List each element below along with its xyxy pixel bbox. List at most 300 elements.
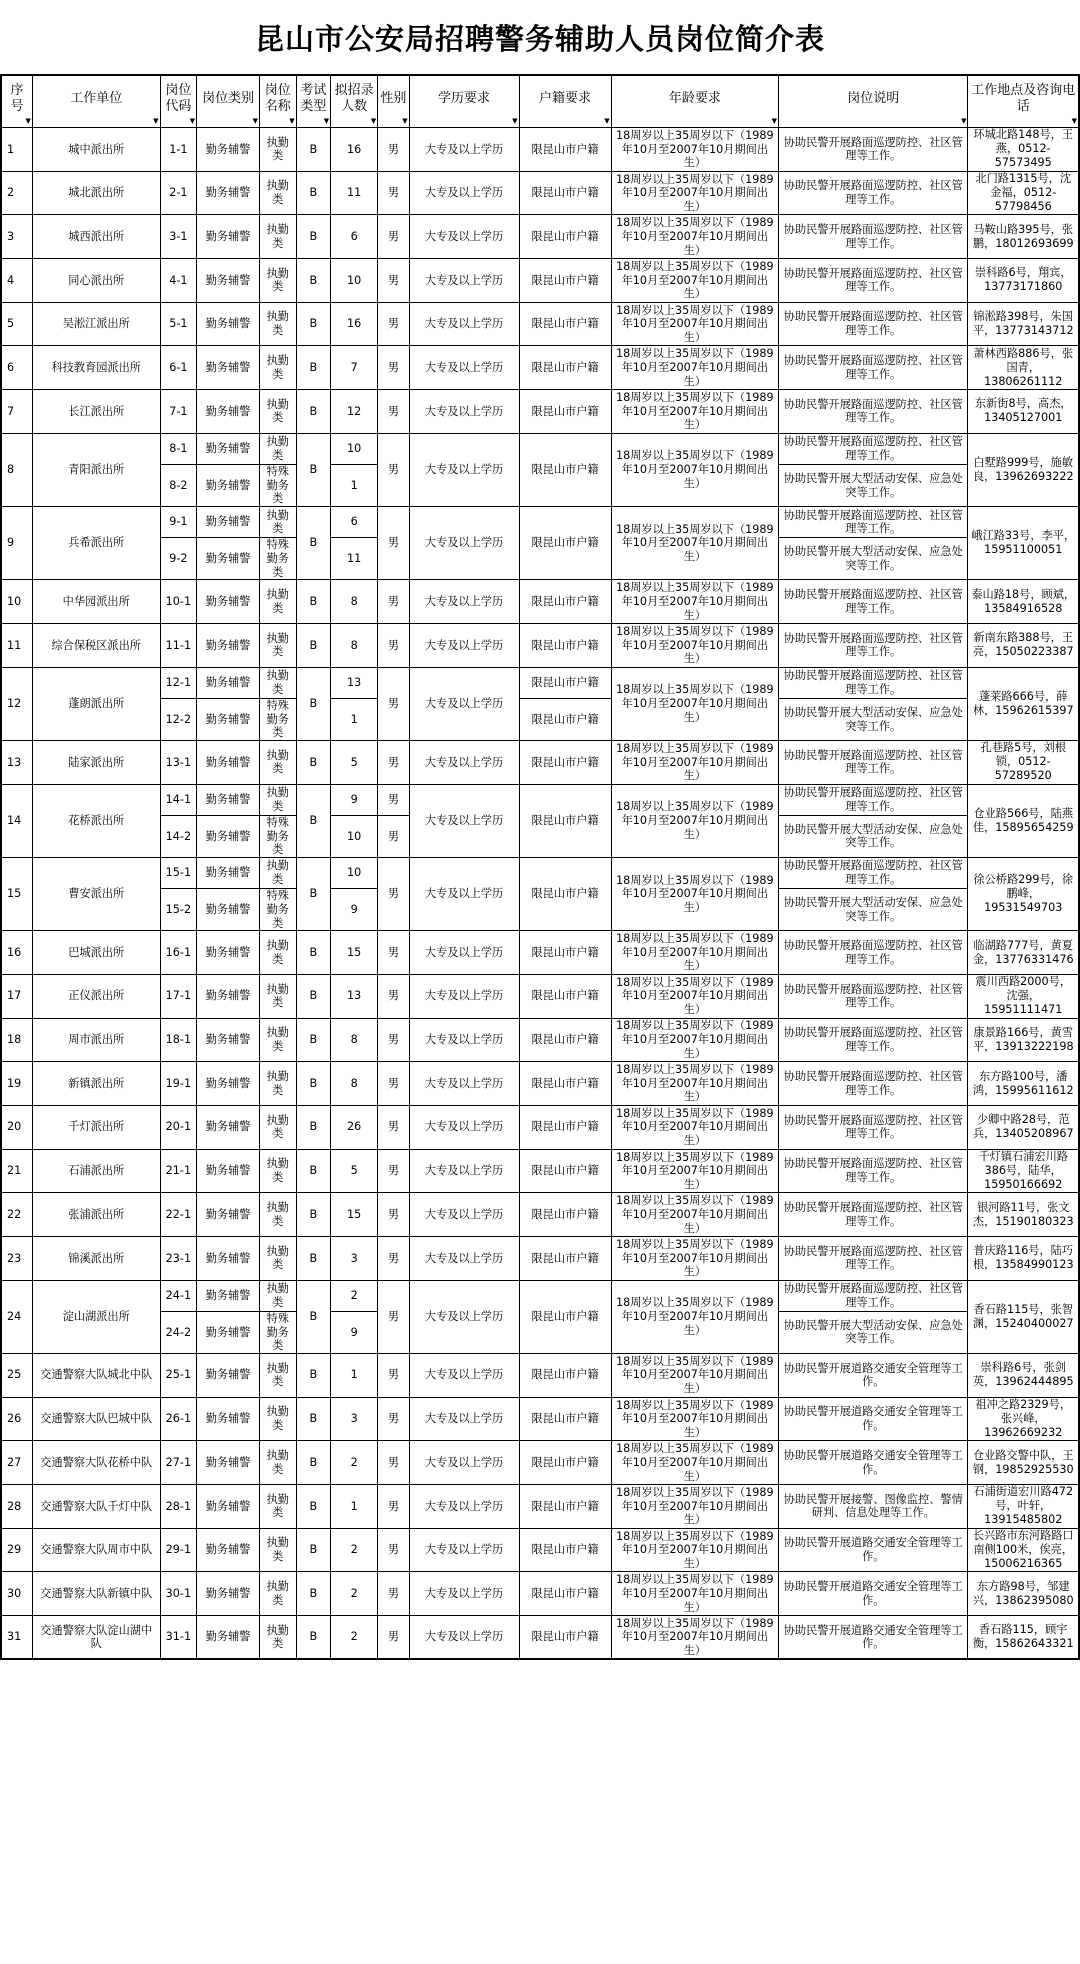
count-cell: 1 (331, 465, 378, 507)
gender-cell: 男 (378, 784, 409, 815)
contact-cell: 崇科路6号，张剑英，13962444895 (968, 1353, 1079, 1397)
count-cell: 10 (331, 259, 378, 303)
description-cell: 协助民警开展路面巡逻防控、社区管理等工作。 (779, 784, 968, 815)
code-cell: 30-1 (160, 1572, 197, 1616)
category-cell: 勤务辅警 (197, 302, 260, 346)
table-row (1, 580, 1079, 624)
exam-type-cell: B (296, 1149, 331, 1193)
seq-cell: 9 (1, 507, 32, 580)
seq-cell: 10 (1, 580, 32, 624)
seq-cell: 14 (1, 784, 32, 857)
education-cell: 大专及以上学历 (409, 1441, 519, 1485)
seq-cell: 23 (1, 1237, 32, 1281)
description-cell: 协助民警开展路面巡逻防控、社区管理等工作。 (779, 507, 968, 538)
education-cell: 大专及以上学历 (409, 1149, 519, 1193)
category-cell: 勤务辅警 (197, 390, 260, 434)
seq-cell: 12 (1, 667, 32, 740)
exam-type-cell: B (296, 1018, 331, 1062)
description-cell: 协助民警开展路面巡逻防控、社区管理等工作。 (779, 1193, 968, 1237)
code-cell: 7-1 (160, 390, 197, 434)
count-cell: 1 (331, 1353, 378, 1397)
category-cell: 勤务辅警 (197, 580, 260, 624)
education-cell: 大专及以上学历 (409, 1018, 519, 1062)
seq-cell: 22 (1, 1193, 32, 1237)
column-header (1, 75, 32, 128)
contact-cell: 新南东路388号，王亮，15050223387 (968, 624, 1079, 668)
column-header (32, 75, 160, 128)
description-cell: 协助民警开展路面巡逻防控、社区管理等工作。 (779, 390, 968, 434)
education-cell: 大专及以上学历 (409, 390, 519, 434)
code-cell: 2-1 (160, 171, 197, 215)
exam-type-cell: B (296, 1062, 331, 1106)
unit-cell: 交通警察大队淀山湖中队 (32, 1616, 160, 1660)
exam-type-cell: B (296, 259, 331, 303)
hukou-cell: 限昆山市户籍 (519, 1572, 611, 1616)
contact-cell: 祖冲之路2329号，张兴峰，13962669232 (968, 1397, 1079, 1441)
table-row (1, 1149, 1079, 1193)
count-cell: 1 (331, 1485, 378, 1529)
seq-cell: 7 (1, 390, 32, 434)
code-cell: 8-2 (160, 465, 197, 507)
gender-cell: 男 (378, 815, 409, 857)
unit-cell: 青阳派出所 (32, 433, 160, 506)
position-name-cell: 执勤类 (259, 1485, 296, 1529)
education-cell: 大专及以上学历 (409, 346, 519, 390)
position-name-cell: 执勤类 (259, 740, 296, 784)
positions-table (0, 74, 1080, 1660)
exam-type-cell: B (296, 1616, 331, 1660)
unit-cell: 锦溪派出所 (32, 1237, 160, 1281)
category-cell: 勤务辅警 (197, 667, 260, 698)
code-cell: 25-1 (160, 1353, 197, 1397)
age-cell: 18周岁以上35周岁以下（1989年10月至2007年10月期间出生） (611, 857, 778, 930)
description-cell: 协助民警开展大型活动安保、应急处突等工作。 (779, 889, 968, 931)
contact-cell: 峨江路33号，李平，15951100051 (968, 507, 1079, 580)
count-cell: 8 (331, 1018, 378, 1062)
code-cell: 9-2 (160, 538, 197, 580)
count-cell: 5 (331, 740, 378, 784)
code-cell: 14-2 (160, 815, 197, 857)
filter-dropdown-icon[interactable]: ▼ (370, 117, 377, 125)
gender-cell: 男 (378, 507, 409, 580)
position-name-cell: 特殊勤务类 (259, 699, 296, 741)
contact-cell: 石浦街道宏川路472号，叶轩，13915485802 (968, 1485, 1079, 1529)
gender-cell: 男 (378, 171, 409, 215)
hukou-cell: 限昆山市户籍 (519, 1616, 611, 1660)
filter-dropdown-icon[interactable]: ▼ (252, 117, 258, 125)
table-row (1, 1397, 1079, 1441)
code-cell: 19-1 (160, 1062, 197, 1106)
hukou-cell: 限昆山市户籍 (519, 1062, 611, 1106)
exam-type-cell: B (296, 346, 331, 390)
column-header (409, 75, 519, 128)
contact-cell: 东方路100号，潘鸿，15995611612 (968, 1062, 1079, 1106)
seq-cell: 28 (1, 1485, 32, 1529)
column-header-label: 拟招录人数 (334, 82, 374, 114)
table-row (1, 624, 1079, 668)
age-cell: 18周岁以上35周岁以下（1989年10月至2007年10月期间出生） (611, 259, 778, 303)
table-row (1, 1193, 1079, 1237)
description-cell: 协助民警开展大型活动安保、应急处突等工作。 (779, 1312, 968, 1354)
hukou-cell: 限昆山市户籍 (519, 1280, 611, 1353)
category-cell: 勤务辅警 (197, 538, 260, 580)
column-header-label: 年龄要求 (668, 90, 721, 106)
table-row (1, 1616, 1079, 1660)
filter-dropdown-icon[interactable]: ▼ (153, 117, 159, 125)
unit-cell: 千灯派出所 (32, 1105, 160, 1149)
exam-type-cell: B (296, 667, 331, 740)
gender-cell: 男 (378, 1528, 409, 1572)
code-cell: 11-1 (160, 624, 197, 668)
count-cell: 16 (331, 302, 378, 346)
count-cell: 9 (331, 1312, 378, 1354)
hukou-cell: 限昆山市户籍 (519, 1441, 611, 1485)
unit-cell: 综合保税区派出所 (32, 624, 160, 668)
seq-cell: 6 (1, 346, 32, 390)
count-cell: 10 (331, 433, 378, 464)
code-cell: 29-1 (160, 1528, 197, 1572)
description-cell: 协助民警开展路面巡逻防控、社区管理等工作。 (779, 302, 968, 346)
hukou-cell: 限昆山市户籍 (519, 1105, 611, 1149)
category-cell: 勤务辅警 (197, 1149, 260, 1193)
count-cell: 13 (331, 974, 378, 1018)
code-cell: 21-1 (160, 1149, 197, 1193)
count-cell: 7 (331, 346, 378, 390)
column-header (519, 75, 611, 128)
count-cell: 11 (331, 538, 378, 580)
filter-dropdown-icon[interactable]: ▼ (289, 117, 295, 125)
filter-dropdown-icon[interactable]: ▼ (402, 117, 408, 125)
contact-cell: 蓬莱路666号，薛林，15962615397 (968, 667, 1079, 740)
table-row (1, 784, 1079, 815)
gender-cell: 男 (378, 1193, 409, 1237)
position-name-cell: 特殊勤务类 (259, 1312, 296, 1354)
position-name-cell: 特殊勤务类 (259, 538, 296, 580)
description-cell: 协助民警开展大型活动安保、应急处突等工作。 (779, 699, 968, 741)
code-cell: 5-1 (160, 302, 197, 346)
position-name-cell: 执勤类 (259, 1018, 296, 1062)
category-cell: 勤务辅警 (197, 889, 260, 931)
position-name-cell: 执勤类 (259, 1572, 296, 1616)
count-cell: 3 (331, 1237, 378, 1281)
category-cell: 勤务辅警 (197, 1105, 260, 1149)
contact-cell: 马鞍山路395号，张鹏，18012693699 (968, 215, 1079, 259)
column-header (331, 75, 378, 128)
filter-dropdown-icon[interactable]: ▼ (1071, 117, 1077, 125)
hukou-cell: 限昆山市户籍 (519, 740, 611, 784)
age-cell: 18周岁以上35周岁以下（1989年10月至2007年10月期间出生） (611, 346, 778, 390)
age-cell: 18周岁以上35周岁以下（1989年10月至2007年10月期间出生） (611, 1441, 778, 1485)
unit-cell: 长江派出所 (32, 390, 160, 434)
education-cell: 大专及以上学历 (409, 507, 519, 580)
gender-cell: 男 (378, 1062, 409, 1106)
table-row (1, 1105, 1079, 1149)
gender-cell: 男 (378, 580, 409, 624)
filter-dropdown-icon[interactable]: ▼ (512, 117, 518, 125)
code-cell: 3-1 (160, 215, 197, 259)
count-cell: 9 (331, 889, 378, 931)
unit-cell: 花桥派出所 (32, 784, 160, 857)
filter-dropdown-icon[interactable]: ▼ (771, 117, 778, 125)
seq-cell: 20 (1, 1105, 32, 1149)
table-row (1, 1353, 1079, 1397)
seq-cell: 27 (1, 1441, 32, 1485)
count-cell: 6 (331, 215, 378, 259)
code-cell: 24-2 (160, 1312, 197, 1354)
code-cell: 23-1 (160, 1237, 197, 1281)
unit-cell: 张浦派出所 (32, 1193, 160, 1237)
age-cell: 18周岁以上35周岁以下（1989年10月至2007年10月期间出生） (611, 433, 778, 506)
category-cell: 勤务辅警 (197, 128, 260, 172)
exam-type-cell: B (296, 128, 331, 172)
category-cell: 勤务辅警 (197, 433, 260, 464)
count-cell: 15 (331, 931, 378, 975)
gender-cell: 男 (378, 1353, 409, 1397)
age-cell: 18周岁以上35周岁以下（1989年10月至2007年10月期间出生） (611, 1616, 778, 1660)
position-name-cell: 执勤类 (259, 1062, 296, 1106)
code-cell: 10-1 (160, 580, 197, 624)
exam-type-cell: B (296, 302, 331, 346)
exam-type-cell: B (296, 1105, 331, 1149)
position-name-cell: 执勤类 (259, 346, 296, 390)
description-cell: 协助民警开展路面巡逻防控、社区管理等工作。 (779, 580, 968, 624)
contact-cell: 孔巷路5号，刘根锁，0512-57289520 (968, 740, 1079, 784)
code-cell: 24-1 (160, 1280, 197, 1311)
unit-cell: 城北派出所 (32, 171, 160, 215)
category-cell: 勤务辅警 (197, 215, 260, 259)
education-cell: 大专及以上学历 (409, 931, 519, 975)
position-name-cell: 执勤类 (259, 1193, 296, 1237)
column-header-label: 户籍要求 (539, 90, 592, 106)
education-cell: 大专及以上学历 (409, 171, 519, 215)
education-cell: 大专及以上学历 (409, 1528, 519, 1572)
category-cell: 勤务辅警 (197, 1237, 260, 1281)
column-header (296, 75, 331, 128)
description-cell: 协助民警开展路面巡逻防控、社区管理等工作。 (779, 1062, 968, 1106)
position-name-cell: 特殊勤务类 (259, 889, 296, 931)
hukou-cell: 限昆山市户籍 (519, 1193, 611, 1237)
exam-type-cell: B (296, 931, 331, 975)
contact-cell: 泰山路18号，顾斌，13584916528 (968, 580, 1079, 624)
exam-type-cell: B (296, 1353, 331, 1397)
column-header-label: 岗位代码 (165, 82, 192, 114)
description-cell: 协助民警开展路面巡逻防控、社区管理等工作。 (779, 1105, 968, 1149)
filter-dropdown-icon[interactable]: ▼ (323, 117, 330, 125)
gender-cell: 男 (378, 974, 409, 1018)
position-name-cell: 执勤类 (259, 580, 296, 624)
unit-cell: 石浦派出所 (32, 1149, 160, 1193)
position-name-cell: 执勤类 (259, 1397, 296, 1441)
education-cell: 大专及以上学历 (409, 1193, 519, 1237)
gender-cell: 男 (378, 740, 409, 784)
description-cell: 协助民警开展道路交通安全管理等工作。 (779, 1353, 968, 1397)
education-cell: 大专及以上学历 (409, 740, 519, 784)
code-cell: 31-1 (160, 1616, 197, 1660)
exam-type-cell: B (296, 507, 331, 580)
position-name-cell: 执勤类 (259, 128, 296, 172)
category-cell: 勤务辅警 (197, 1062, 260, 1106)
seq-cell: 19 (1, 1062, 32, 1106)
age-cell: 18周岁以上35周岁以下（1989年10月至2007年10月期间出生） (611, 1353, 778, 1397)
seq-cell: 11 (1, 624, 32, 668)
description-cell: 协助民警开展大型活动安保、应急处突等工作。 (779, 538, 968, 580)
hukou-cell: 限昆山市户籍 (519, 1485, 611, 1529)
education-cell: 大专及以上学历 (409, 1572, 519, 1616)
count-cell: 12 (331, 390, 378, 434)
education-cell: 大专及以上学历 (409, 580, 519, 624)
contact-cell: 临湖路777号，黄夏金，13776331476 (968, 931, 1079, 975)
category-cell: 勤务辅警 (197, 931, 260, 975)
gender-cell: 男 (378, 1572, 409, 1616)
age-cell: 18周岁以上35周岁以下（1989年10月至2007年10月期间出生） (611, 1062, 778, 1106)
description-cell: 协助民警开展路面巡逻防控、社区管理等工作。 (779, 128, 968, 172)
description-cell: 协助民警开展道路交通安全管理等工作。 (779, 1572, 968, 1616)
contact-cell: 普庆路116号，陆巧根，13584990123 (968, 1237, 1079, 1281)
gender-cell: 男 (378, 346, 409, 390)
exam-type-cell: B (296, 1441, 331, 1485)
gender-cell: 男 (378, 624, 409, 668)
description-cell: 协助民警开展路面巡逻防控、社区管理等工作。 (779, 1280, 968, 1311)
contact-cell: 震川西路2000号，沈强，15951111471 (968, 974, 1079, 1018)
hukou-cell: 限昆山市户籍 (519, 302, 611, 346)
table-row (1, 215, 1079, 259)
table-row (1, 171, 1079, 215)
contact-cell: 环城北路148号，王燕，0512-57573495 (968, 128, 1079, 172)
filter-dropdown-icon[interactable]: ▼ (961, 117, 967, 125)
hukou-cell: 限昆山市户籍 (519, 667, 611, 698)
category-cell: 勤务辅警 (197, 624, 260, 668)
education-cell: 大专及以上学历 (409, 1062, 519, 1106)
description-cell: 协助民警开展道路交通安全管理等工作。 (779, 1441, 968, 1485)
table-row (1, 259, 1079, 303)
seq-cell: 3 (1, 215, 32, 259)
seq-cell: 5 (1, 302, 32, 346)
exam-type-cell: B (296, 1237, 331, 1281)
column-header-label: 序号 (10, 82, 24, 114)
seq-cell: 26 (1, 1397, 32, 1441)
contact-cell: 萧林西路886号，张国青，13806261112 (968, 346, 1079, 390)
code-cell: 12-2 (160, 699, 197, 741)
exam-type-cell: B (296, 171, 331, 215)
gender-cell: 男 (378, 128, 409, 172)
hukou-cell: 限昆山市户籍 (519, 1149, 611, 1193)
seq-cell: 8 (1, 433, 32, 506)
description-cell: 协助民警开展大型活动安保、应急处突等工作。 (779, 465, 968, 507)
filter-dropdown-icon[interactable]: ▼ (25, 117, 31, 125)
description-cell: 协助民警开展路面巡逻防控、社区管理等工作。 (779, 346, 968, 390)
code-cell: 20-1 (160, 1105, 197, 1149)
exam-type-cell: B (296, 1193, 331, 1237)
category-cell: 勤务辅警 (197, 1193, 260, 1237)
contact-cell: 徐公桥路299号，徐鹏峰，19531549703 (968, 857, 1079, 930)
age-cell: 18周岁以上35周岁以下（1989年10月至2007年10月期间出生） (611, 974, 778, 1018)
exam-type-cell: B (296, 624, 331, 668)
category-cell: 勤务辅警 (197, 1485, 260, 1529)
filter-dropdown-icon[interactable]: ▼ (604, 117, 610, 125)
gender-cell: 男 (378, 857, 409, 930)
gender-cell: 男 (378, 1485, 409, 1529)
page-title: 昆山市公安局招聘警务辅助人员岗位简介表 (254, 22, 825, 56)
description-cell: 协助民警开展路面巡逻防控、社区管理等工作。 (779, 1149, 968, 1193)
table-row (1, 1237, 1079, 1281)
filter-dropdown-icon[interactable]: ▼ (189, 117, 196, 125)
exam-type-cell: B (296, 390, 331, 434)
contact-cell: 仓业路566号，陆燕佳，15895654259 (968, 784, 1079, 857)
education-cell: 大专及以上学历 (409, 1105, 519, 1149)
table-row (1, 302, 1079, 346)
contact-cell: 香石路115号，张智渊，15240400027 (968, 1280, 1079, 1353)
gender-cell: 男 (378, 1105, 409, 1149)
age-cell: 18周岁以上35周岁以下（1989年10月至2007年10月期间出生） (611, 215, 778, 259)
count-cell: 11 (331, 171, 378, 215)
education-cell: 大专及以上学历 (409, 1353, 519, 1397)
column-header-label: 考试类型 (300, 82, 327, 114)
age-cell: 18周岁以上35周岁以下（1989年10月至2007年10月期间出生） (611, 1280, 778, 1353)
age-cell: 18周岁以上35周岁以下（1989年10月至2007年10月期间出生） (611, 1149, 778, 1193)
count-cell: 15 (331, 1193, 378, 1237)
hukou-cell: 限昆山市户籍 (519, 507, 611, 580)
seq-cell: 21 (1, 1149, 32, 1193)
hukou-cell: 限昆山市户籍 (519, 699, 611, 741)
position-name-cell: 执勤类 (259, 171, 296, 215)
column-header-label: 岗位名称 (264, 82, 291, 114)
description-cell: 协助民警开展路面巡逻防控、社区管理等工作。 (779, 740, 968, 784)
seq-cell: 29 (1, 1528, 32, 1572)
gender-cell: 男 (378, 1018, 409, 1062)
education-cell: 大专及以上学历 (409, 433, 519, 506)
hukou-cell: 限昆山市户籍 (519, 171, 611, 215)
unit-cell: 城中派出所 (32, 128, 160, 172)
exam-type-cell: B (296, 433, 331, 506)
column-header-label: 岗位说明 (847, 90, 900, 106)
table-row (1, 507, 1079, 538)
unit-cell: 周市派出所 (32, 1018, 160, 1062)
contact-cell: 白墅路999号，施敏良，13962693222 (968, 433, 1079, 506)
code-cell: 17-1 (160, 974, 197, 1018)
position-name-cell: 执勤类 (259, 1105, 296, 1149)
description-cell: 协助民警开展道路交通安全管理等工作。 (779, 1397, 968, 1441)
seq-cell: 15 (1, 857, 32, 930)
unit-cell: 兵希派出所 (32, 507, 160, 580)
contact-cell: 仓业路交警中队，王钢，19852925530 (968, 1441, 1079, 1485)
table-row (1, 1528, 1079, 1572)
exam-type-cell: B (296, 1572, 331, 1616)
code-cell: 28-1 (160, 1485, 197, 1529)
column-header-label: 岗位类别 (202, 90, 255, 106)
seq-cell: 1 (1, 128, 32, 172)
unit-cell: 交通警察大队花桥中队 (32, 1441, 160, 1485)
exam-type-cell: B (296, 740, 331, 784)
category-cell: 勤务辅警 (197, 259, 260, 303)
table-row (1, 1441, 1079, 1485)
count-cell: 8 (331, 1062, 378, 1106)
education-cell: 大专及以上学历 (409, 974, 519, 1018)
unit-cell: 巴城派出所 (32, 931, 160, 975)
description-cell: 协助民警开展路面巡逻防控、社区管理等工作。 (779, 624, 968, 668)
exam-type-cell: B (296, 1528, 331, 1572)
unit-cell: 城西派出所 (32, 215, 160, 259)
hukou-cell: 限昆山市户籍 (519, 624, 611, 668)
count-cell: 6 (331, 507, 378, 538)
code-cell: 15-1 (160, 857, 197, 888)
unit-cell: 交通警察大队巴城中队 (32, 1397, 160, 1441)
age-cell: 18周岁以上35周岁以下（1989年10月至2007年10月期间出生） (611, 390, 778, 434)
count-cell: 8 (331, 624, 378, 668)
contact-cell: 锦淞路398号，朱国平，13773143712 (968, 302, 1079, 346)
seq-cell: 17 (1, 974, 32, 1018)
count-cell: 9 (331, 784, 378, 815)
code-cell: 26-1 (160, 1397, 197, 1441)
